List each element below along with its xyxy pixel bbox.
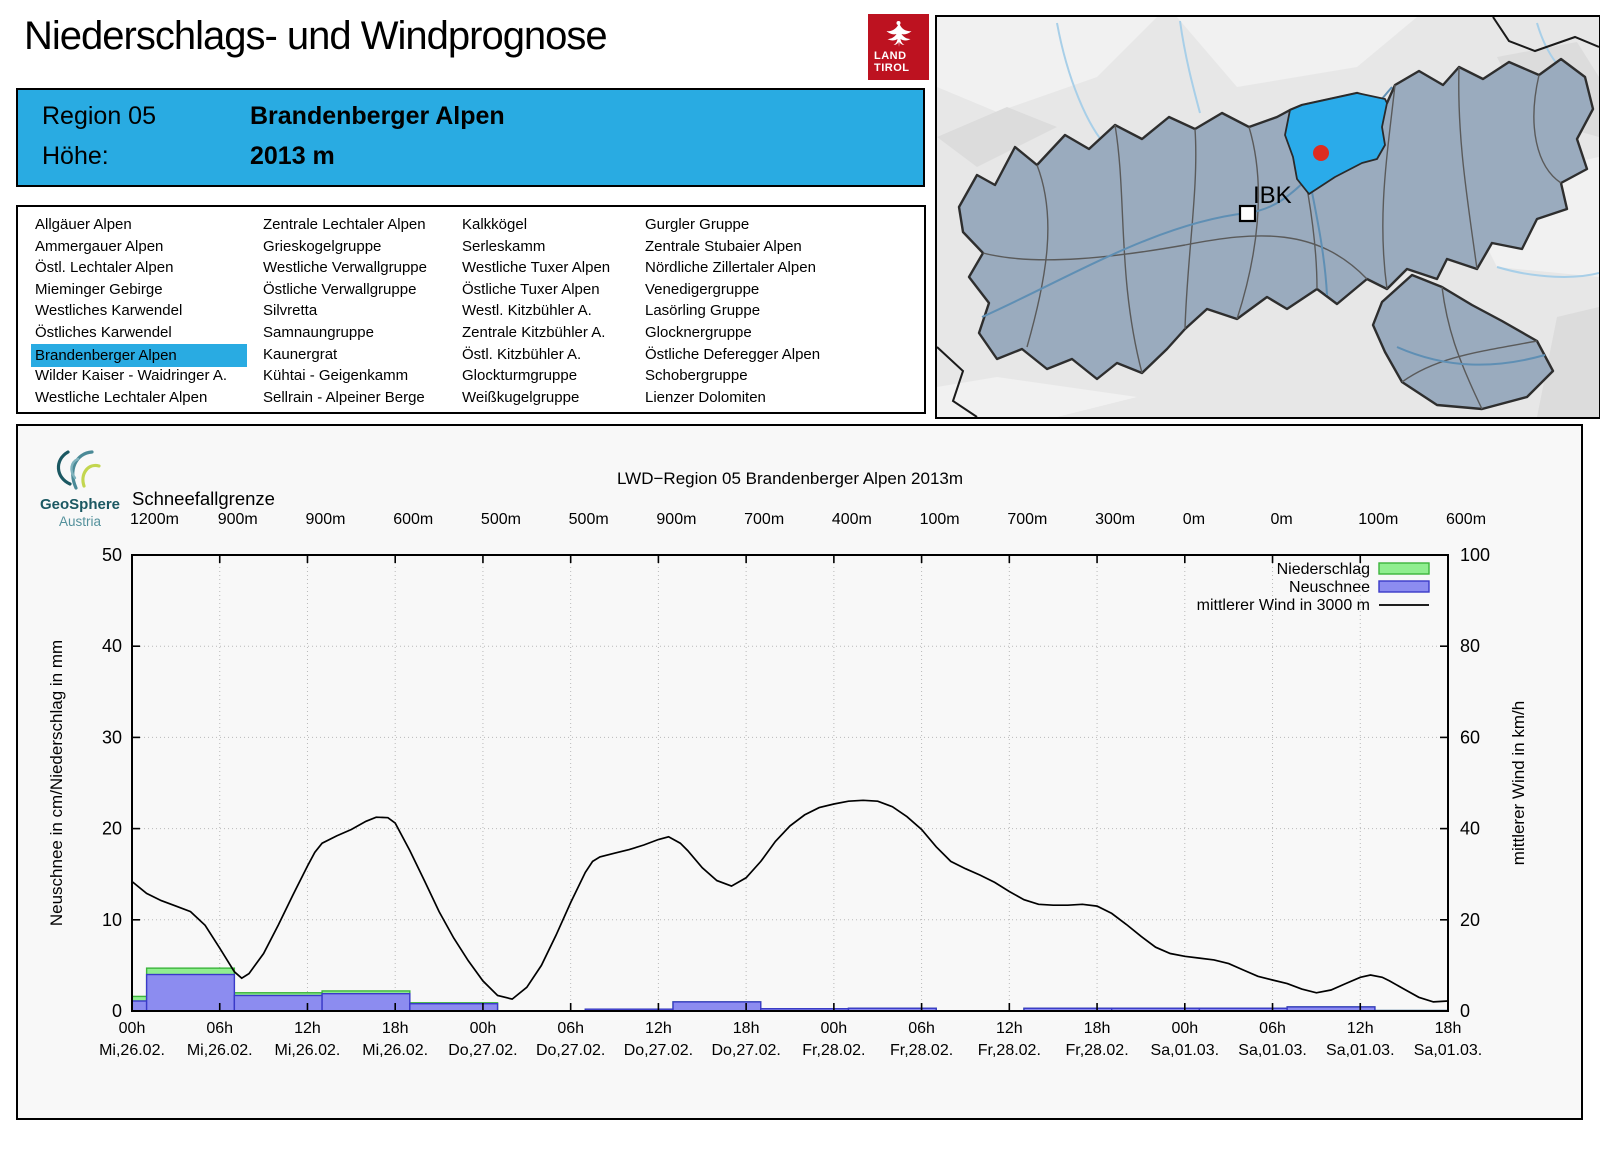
- xtick-date-label: Mi,26.02.: [99, 1042, 165, 1059]
- plot-area: [132, 555, 1448, 1011]
- region-list-item[interactable]: Östl. Lechtaler Alpen: [35, 259, 174, 277]
- xtick-date-label: Fr,28.02.: [802, 1042, 866, 1059]
- geosphere-sub: Austria: [58, 514, 102, 529]
- tirol-map: [935, 15, 1600, 419]
- xtick-date-label: Sa,01.03.: [1238, 1042, 1307, 1059]
- xtick-hour-label: 12h: [645, 1020, 672, 1037]
- geosphere-name: GeoSphere: [39, 496, 121, 513]
- region-list-item[interactable]: Östliche Verwallgruppe: [263, 280, 417, 298]
- snowline-value: 900m: [217, 511, 258, 528]
- y-axis-title-right: mittlerer Wind in km/h: [1509, 700, 1528, 866]
- xtick-date-label: Sa,01.03.: [1150, 1042, 1220, 1059]
- region-list-item[interactable]: Samnaungruppe: [263, 323, 374, 341]
- xtick-date-label: Fr,28.02.: [1065, 1042, 1129, 1059]
- region-list-item[interactable]: Lasörling Gruppe: [645, 302, 761, 320]
- region-list: [16, 205, 926, 414]
- region-list-item[interactable]: Weißkugelgruppe: [462, 388, 580, 406]
- location-marker-dot: [1313, 145, 1329, 161]
- region-list-item[interactable]: Zentrale Lechtaler Alpen: [263, 216, 426, 233]
- neuschnee-bar: [132, 1001, 147, 1011]
- neuschnee-bar: [234, 995, 322, 1011]
- neuschnee-bar: [673, 1002, 761, 1011]
- snowline-value: 900m: [656, 511, 697, 528]
- region-list-item[interactable]: Silvretta: [263, 302, 318, 320]
- chart-title: LWD−Region 05 Brandenberger Alpen 2013m: [616, 469, 964, 488]
- xtick-hour-label: 18h: [1434, 1020, 1462, 1037]
- region-list-item[interactable]: Brandenberger Alpen: [31, 344, 247, 366]
- legend-swatch: [1379, 563, 1429, 574]
- ytick-label-right: 40: [1460, 818, 1481, 839]
- snowline-value: 600m: [393, 511, 434, 528]
- xtick-hour-label: 12h: [995, 1020, 1023, 1037]
- xtick-date-label: Do,27.02.: [448, 1042, 518, 1059]
- ytick-label-right: 100: [1460, 545, 1491, 565]
- snowline-value: 1200m: [130, 511, 179, 528]
- region-list-item[interactable]: Venedigergruppe: [645, 280, 760, 298]
- region-number: Region 05: [42, 102, 156, 130]
- ytick-label-left: 30: [101, 727, 122, 748]
- xtick-date-label: Fr,28.02.: [977, 1042, 1041, 1059]
- region-list-item[interactable]: Östl. Kitzbühler A.: [462, 345, 582, 363]
- xtick-hour-label: 00h: [820, 1020, 848, 1037]
- land-tirol-logo-line2: TIROL: [874, 62, 910, 74]
- xtick-hour-label: 12h: [1346, 1020, 1374, 1037]
- ibk-label: IBK: [1253, 182, 1292, 209]
- legend-label: Neuschnee: [1289, 579, 1370, 596]
- xtick-hour-label: 00h: [1171, 1020, 1199, 1037]
- neuschnee-bar: [147, 975, 235, 1011]
- forecast-chart: [18, 426, 1581, 1116]
- legend-swatch: [1379, 581, 1429, 592]
- region-list-item[interactable]: Östliche Deferegger Alpen: [645, 345, 821, 363]
- region-list-item[interactable]: Grieskogelgruppe: [263, 237, 382, 255]
- region-list-item[interactable]: Allgäuer Alpen: [35, 216, 132, 233]
- region-list-item[interactable]: Zentrale Kitzbühler A.: [462, 323, 606, 341]
- region-list-item[interactable]: Zentrale Stubaier Alpen: [645, 237, 802, 255]
- altitude-label: Höhe:: [42, 142, 109, 170]
- ytick-label-left: 40: [101, 636, 122, 657]
- region-list-item[interactable]: Sellrain - Alpeiner Berge: [263, 388, 425, 406]
- snowline-value: 700m: [744, 511, 785, 528]
- region-list-item[interactable]: Nördliche Zillertaler Alpen: [645, 259, 816, 277]
- snowline-value: 900m: [305, 511, 346, 528]
- land-tirol-logo: [868, 14, 929, 80]
- region-list-item[interactable]: Gurgler Gruppe: [645, 216, 750, 233]
- region-list-item[interactable]: Kühtai - Geigenkamm: [263, 367, 409, 385]
- ytick-label-left: 50: [101, 545, 122, 565]
- region-list-item[interactable]: Schobergruppe: [645, 367, 748, 385]
- ytick-label-left: 20: [101, 818, 122, 839]
- snowline-value: 500m: [568, 511, 609, 528]
- xtick-hour-label: 12h: [294, 1020, 321, 1037]
- region-list-item[interactable]: Westliche Tuxer Alpen: [462, 259, 611, 277]
- xtick-hour-label: 06h: [206, 1020, 234, 1037]
- neuschnee-bar: [322, 994, 410, 1011]
- region-list-item[interactable]: Mieminger Gebirge: [35, 280, 163, 298]
- forecast-chart-panel: [16, 424, 1583, 1120]
- region-list-item[interactable]: Glocknergruppe: [645, 323, 752, 341]
- region-list-item[interactable]: Glockturmgruppe: [462, 367, 578, 385]
- xtick-date-label: Sa,01.03.: [1326, 1042, 1395, 1059]
- xtick-date-label: Do,27.02.: [711, 1042, 781, 1059]
- snowline-value: 100m: [1358, 511, 1399, 528]
- ytick-label-right: 80: [1460, 636, 1481, 657]
- legend-label: Niederschlag: [1276, 561, 1370, 578]
- region-list-item[interactable]: Westliche Lechtaler Alpen: [35, 388, 208, 406]
- xtick-hour-label: 00h: [469, 1020, 497, 1037]
- snowline-value: 600m: [1446, 511, 1487, 528]
- region-list-item[interactable]: Östliche Tuxer Alpen: [462, 280, 600, 298]
- snowline-value: 700m: [1007, 511, 1048, 528]
- y-axis-title-left: Neuschnee in cm/Niederschlag in mm: [47, 639, 66, 927]
- ytick-label-left: 0: [111, 1001, 122, 1021]
- region-list-item[interactable]: Westl. Kitzbühler A.: [462, 302, 592, 320]
- legend-label: mittlerer Wind in 3000 m: [1196, 597, 1370, 614]
- region-list-item[interactable]: Westliches Karwendel: [35, 302, 183, 320]
- snowline-title: Schneefallgrenze: [132, 488, 275, 509]
- xtick-date-label: Do,27.02.: [623, 1042, 694, 1059]
- xtick-hour-label: 06h: [908, 1020, 935, 1037]
- xtick-hour-label: 00h: [118, 1020, 146, 1037]
- geosphere-logo: [40, 452, 120, 529]
- region-list-item[interactable]: Östliches Karwendel: [35, 323, 172, 341]
- xtick-date-label: Do,27.02.: [535, 1042, 606, 1059]
- snowline-value: 300m: [1095, 511, 1136, 528]
- region-list-item[interactable]: Lienzer Dolomiten: [645, 388, 766, 406]
- xtick-hour-label: 06h: [1259, 1020, 1286, 1037]
- ytick-label-right: 0: [1460, 1001, 1471, 1021]
- region-list-item[interactable]: Ammergauer Alpen: [35, 237, 164, 255]
- snowline-value: 100m: [919, 511, 960, 528]
- xtick-hour-label: 18h: [1083, 1020, 1111, 1037]
- snowline-value: 0m: [1182, 511, 1206, 528]
- xtick-date-label: Mi,26.02.: [362, 1042, 429, 1059]
- xtick-hour-label: 18h: [732, 1020, 760, 1037]
- snowline-value: 400m: [831, 511, 872, 528]
- xtick-date-label: Sa,01.03.: [1413, 1042, 1483, 1059]
- ytick-label-right: 60: [1460, 727, 1481, 748]
- snowline-value: 500m: [480, 511, 521, 528]
- region-name: Brandenberger Alpen: [250, 102, 505, 130]
- page-title: Niederschlags- und Windprognose: [24, 14, 607, 58]
- region-list-item[interactable]: Kalkkögel: [462, 216, 528, 233]
- ytick-label-right: 20: [1460, 909, 1481, 930]
- snowline-value: 0m: [1270, 511, 1293, 528]
- xtick-date-label: Fr,28.02.: [890, 1042, 954, 1059]
- altitude-value: 2013 m: [250, 142, 335, 170]
- neuschnee-bar: [410, 1004, 498, 1011]
- xtick-hour-label: 18h: [381, 1020, 409, 1037]
- xtick-date-label: Mi,26.02.: [186, 1042, 253, 1059]
- xtick-hour-label: 06h: [557, 1020, 585, 1037]
- region-info-box: [16, 88, 925, 187]
- xtick-date-label: Mi,26.02.: [274, 1042, 341, 1059]
- region-list-item[interactable]: Westliche Verwallgruppe: [263, 259, 427, 277]
- region-list-item[interactable]: Kaunergrat: [263, 345, 338, 363]
- region-list-item[interactable]: Serleskamm: [462, 237, 546, 255]
- region-list-item[interactable]: Wilder Kaiser - Waidringer A.: [35, 367, 227, 385]
- ytick-label-left: 10: [101, 909, 122, 930]
- land-tirol-logo-line1: LAND: [874, 50, 907, 62]
